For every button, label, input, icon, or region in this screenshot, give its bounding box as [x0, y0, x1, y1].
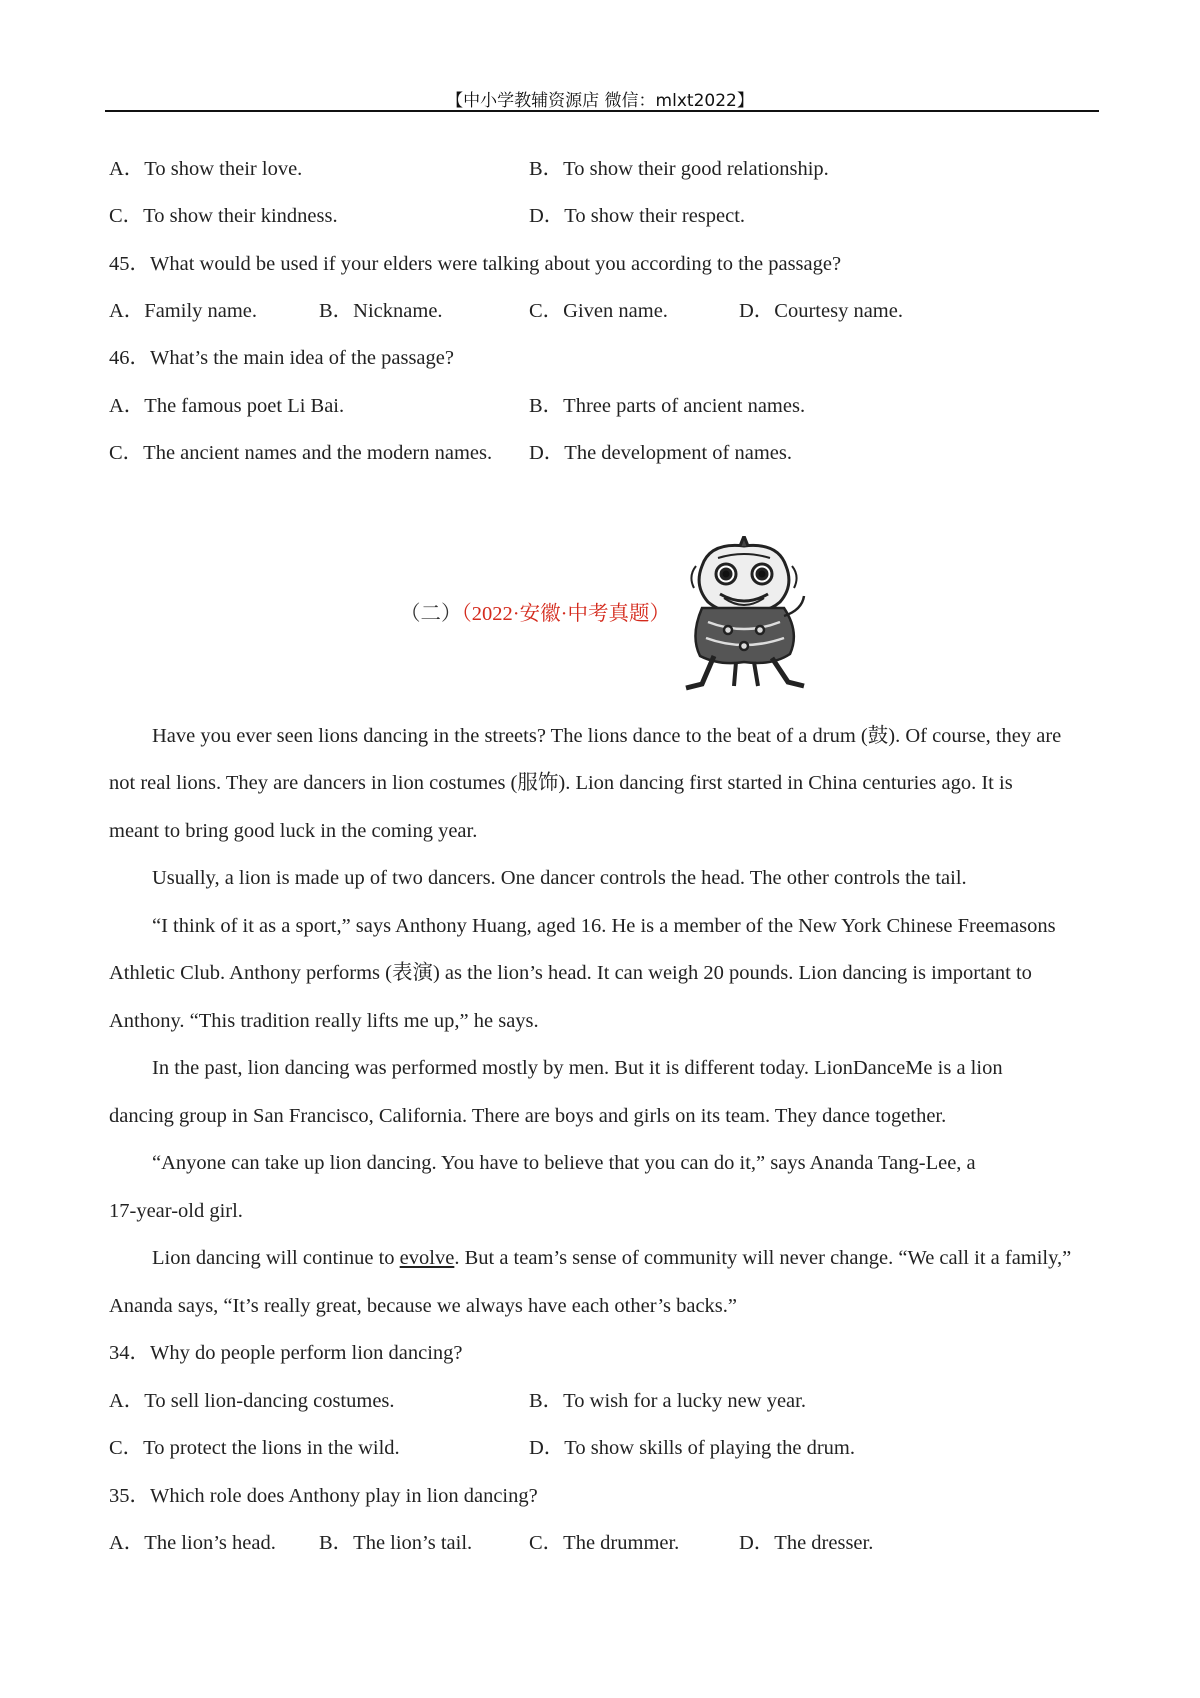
q34-option-c: C．To protect the lions in the wild.	[109, 1437, 400, 1459]
q46-question: 46．What’s the main idea of the passage?	[109, 347, 454, 369]
q35-option-c: C．The drummer.	[529, 1532, 680, 1554]
passage-p4-line1: In the past, lion dancing was performed mostly by men. But it is different today. LionDanceMe is a lion	[152, 1057, 1003, 1079]
underlined-word-evolve: evolve	[399, 1247, 455, 1269]
q45-option-c: C．Given name.	[529, 300, 668, 322]
q35-option-b: B．The lion’s tail.	[319, 1532, 473, 1554]
q46-option-a: A．The famous poet Li Bai.	[109, 395, 345, 417]
q34-option-a: A．To sell lion-dancing costumes.	[109, 1390, 395, 1412]
q35-option-a: A．The lion’s head.	[109, 1532, 276, 1554]
passage-p1-line2: not real lions. They are dancers in lion costumes (服饰). Lion dancing first started in China centuries ago. It is	[109, 772, 1013, 794]
q46-option-b: B．Three parts of ancient names.	[529, 395, 806, 417]
passage-p3-line1: “I think of it as a sport,” says Anthony Huang, aged 16. He is a member of the New York Chinese Freemasons	[152, 915, 1056, 937]
section-number: （二）	[400, 603, 462, 625]
passage-p5-line1: “Anyone can take up lion dancing. You have to believe that you can do it,” says Ananda Tang-Lee, a	[152, 1152, 976, 1174]
passage-p2-line1: Usually, a lion is made up of two dancers. One dancer controls the head. The other controls the tail.	[152, 867, 967, 889]
section-source: （2022·安徽·中考真题）	[461, 603, 670, 625]
q45-question: 45．What would be used if your elders were talking about you according to the passage?	[109, 253, 842, 275]
section-heading	[0, 604, 1070, 625]
q45-option-d: D．Courtesy name.	[739, 300, 903, 322]
q34-option-b: B．To wish for a lucky new year.	[529, 1390, 806, 1412]
passage-p6-line1	[152, 1248, 1071, 1269]
passage-p5-line2: 17-year-old girl.	[109, 1200, 243, 1222]
q46-option-c: C．The ancient names and the modern names.	[109, 442, 493, 464]
passage-p1-line1: Have you ever seen lions dancing in the streets? The lions dance to the beat of a drum (鼓). Of course, they are	[152, 725, 1062, 747]
q35-option-d: D．The dresser.	[739, 1532, 874, 1554]
page-header: 【中小学教辅资源店 微信：mlxt2022】	[446, 91, 754, 111]
q35-question: 35．Which role does Anthony play in lion dancing?	[109, 1485, 538, 1507]
passage-p4-line2: dancing group in San Francisco, California. There are boys and girls on its team. They dance together.	[109, 1105, 947, 1127]
passage-p6-post: . But a team’s sense of community will never change. “We call it a family,”	[454, 1247, 1072, 1269]
passage-p3-line2: Athletic Club. Anthony performs (表演) as the lion’s head. It can weigh 20 pounds. Lion dancing is important to	[109, 962, 1032, 984]
q45-option-b: B．Nickname.	[319, 300, 443, 322]
passage-p1-line3: meant to bring good luck in the coming year.	[109, 820, 478, 842]
header-rule	[105, 110, 1099, 112]
q44-option-d: D．To show their respect.	[529, 205, 746, 227]
lion-dance-illustration	[680, 536, 808, 696]
passage-p6-line2: Ananda says, “It’s really great, because we always have each other’s backs.”	[109, 1295, 738, 1317]
q44-option-a: A．To show their love.	[109, 158, 303, 180]
passage-p3-line3: Anthony. “This tradition really lifts me up,” he says.	[109, 1010, 539, 1032]
q46-option-d: D．The development of names.	[529, 442, 793, 464]
q45-option-a: A．Family name.	[109, 300, 258, 322]
q34-option-d: D．To show skills of playing the drum.	[529, 1437, 855, 1459]
q34-question: 34．Why do people perform lion dancing?	[109, 1342, 463, 1364]
q44-option-c: C．To show their kindness.	[109, 205, 338, 227]
passage-p6-pre: Lion dancing will continue to	[152, 1247, 400, 1269]
q44-option-b: B．To show their good relationship.	[529, 158, 829, 180]
